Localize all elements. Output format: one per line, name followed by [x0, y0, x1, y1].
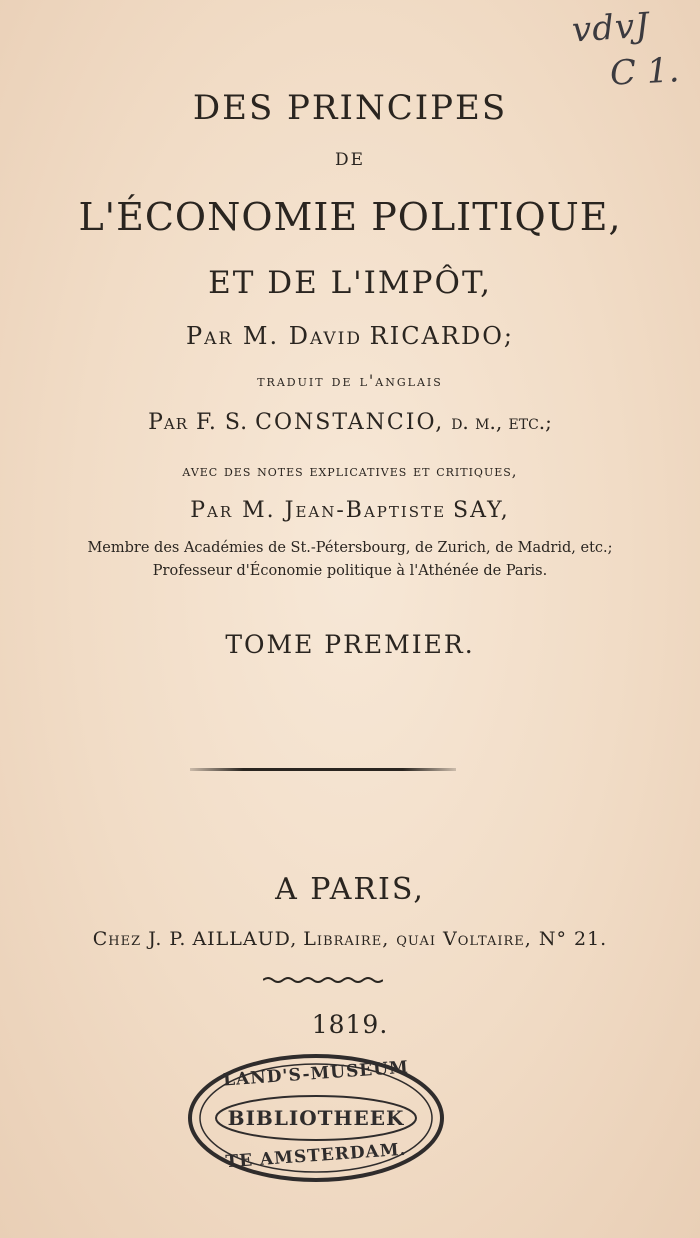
- author-name: RICARDO;: [369, 322, 514, 350]
- annotator-prefix: Par M. Jean-Baptiste: [190, 498, 447, 523]
- translator-prefix: Par F. S.: [148, 410, 249, 435]
- translator-name: CONSTANCIO,: [255, 410, 445, 435]
- title-line-economie: L'ÉCONOMIE POLITIQUE,: [78, 195, 622, 239]
- publication-year: 1819.: [311, 1010, 389, 1039]
- stamp-text-top: LAND'S-MUSEUM: [222, 1057, 410, 1091]
- library-stamp: [184, 1050, 448, 1186]
- stamp-text-bottom: TE AMSTERDAM.: [224, 1139, 408, 1173]
- author-line: [0, 322, 700, 350]
- ornamental-rule: [263, 976, 383, 984]
- title-line-principes: DES PRINCIPES: [192, 88, 508, 128]
- credentials-line-2: Professeur d'Économie politique à l'Athénée de Paris.: [152, 563, 548, 579]
- handwritten-shelfmark: vdvJ: [570, 5, 652, 51]
- notes-label: avec des notes explicatives et critiques,: [182, 462, 518, 480]
- handwritten-volume-mark: C 1.: [609, 50, 681, 94]
- credentials-line-1: Membre des Académies de St.-Pétersbourg, de Zurich, de Madrid, etc.;: [87, 540, 613, 556]
- imprint-chez: Chez J. P.: [92, 928, 187, 950]
- title-line-impot: ET DE L'IMPÔT,: [208, 265, 492, 301]
- volume-title: TOME PREMIER.: [225, 630, 475, 659]
- title-rule: [190, 768, 456, 771]
- annotator-name: SAY,: [453, 498, 510, 523]
- translator-line: [0, 410, 700, 435]
- imprint-place: A PARIS,: [275, 872, 425, 907]
- imprint-address: Libraire, quai Voltaire, N° 21.: [303, 928, 608, 950]
- imprint-line: [0, 928, 700, 950]
- imprint-publisher: AILLAUD,: [192, 928, 298, 950]
- annotator-line: [0, 498, 700, 523]
- translator-suffix: d. m., etc.;: [451, 410, 552, 434]
- author-prefix: Par M. David: [186, 322, 362, 350]
- translation-label: traduit de l'anglais: [257, 371, 443, 390]
- title-line-de: DE: [334, 150, 366, 170]
- stamp-text-middle: BIBLIOTHEEK: [227, 1106, 405, 1130]
